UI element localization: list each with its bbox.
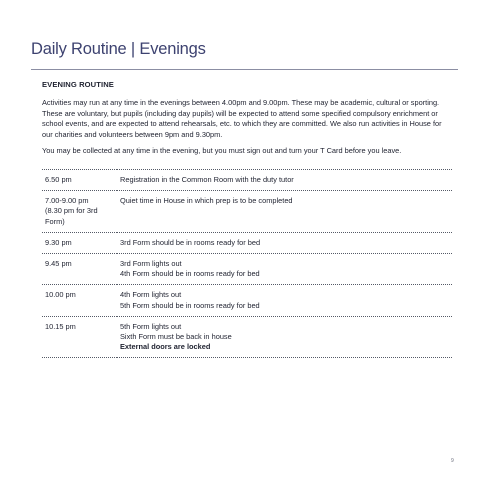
schedule-time: 9.45 pm xyxy=(42,254,117,285)
collection-paragraph: You may be collected at any time in the evening, but you must sign out and turn your T Card before you leave. xyxy=(42,146,402,155)
table-row xyxy=(42,285,452,316)
page-number: 9 xyxy=(451,458,454,464)
schedule-time: 6.50 pm xyxy=(42,170,117,191)
activity-line: 5th Form lights out xyxy=(120,321,182,331)
table-row xyxy=(42,170,452,191)
title-divider xyxy=(31,69,458,70)
schedule-time: 10.15 pm xyxy=(42,316,117,358)
table-row xyxy=(42,316,452,358)
schedule-time-text: 7.00-9.00 pm (8.30 pm for 3rd Form) xyxy=(45,196,98,226)
section-heading: EVENING ROUTINE xyxy=(42,80,114,89)
intro-paragraph: Activities may run at any time in the evenings between 4.00pm and 9.00pm. These may be academic, cultural or sporting. These are voluntary, but pupils (including day pupils) will be expected to attend some specified compulsory enrichment or school events, and are expected to attend rehearsals, etc. to which they are committed. We also run activities in House for our charities and volunteers between 9pm and 9.30pm. xyxy=(42,98,442,139)
page-title: Daily Routine | Evenings xyxy=(31,40,206,58)
activity-line: 4th Form lights out xyxy=(120,290,182,300)
schedule-time: 10.00 pm xyxy=(42,285,117,316)
activity-line: 4th Form should be in rooms ready for bed xyxy=(120,269,260,279)
table-row xyxy=(42,191,452,233)
table-row xyxy=(42,254,452,285)
schedule-time xyxy=(42,191,117,233)
activity-line: Sixth Form must be back in house xyxy=(120,332,232,342)
schedule-activity xyxy=(117,316,452,358)
schedule-activity xyxy=(117,191,452,233)
schedule-activity xyxy=(117,285,452,316)
schedule-activity xyxy=(117,170,452,191)
activity-line: 3rd Form lights out xyxy=(120,259,182,269)
schedule-activity xyxy=(117,254,452,285)
activity-line: Quiet time in House in which prep is to be completed xyxy=(120,196,293,206)
schedule-time: 9.30 pm xyxy=(42,232,117,253)
schedule-activity xyxy=(117,232,452,253)
activity-line: 3rd Form should be in rooms ready for bed xyxy=(120,237,261,247)
activity-line: Registration in the Common Room with the duty tutor xyxy=(120,175,294,184)
table-row xyxy=(42,232,452,253)
schedule-table xyxy=(42,169,452,358)
activity-line-emphasis: External doors are locked xyxy=(120,342,211,352)
activity-line: 5th Form should be in rooms ready for bed xyxy=(120,300,260,310)
